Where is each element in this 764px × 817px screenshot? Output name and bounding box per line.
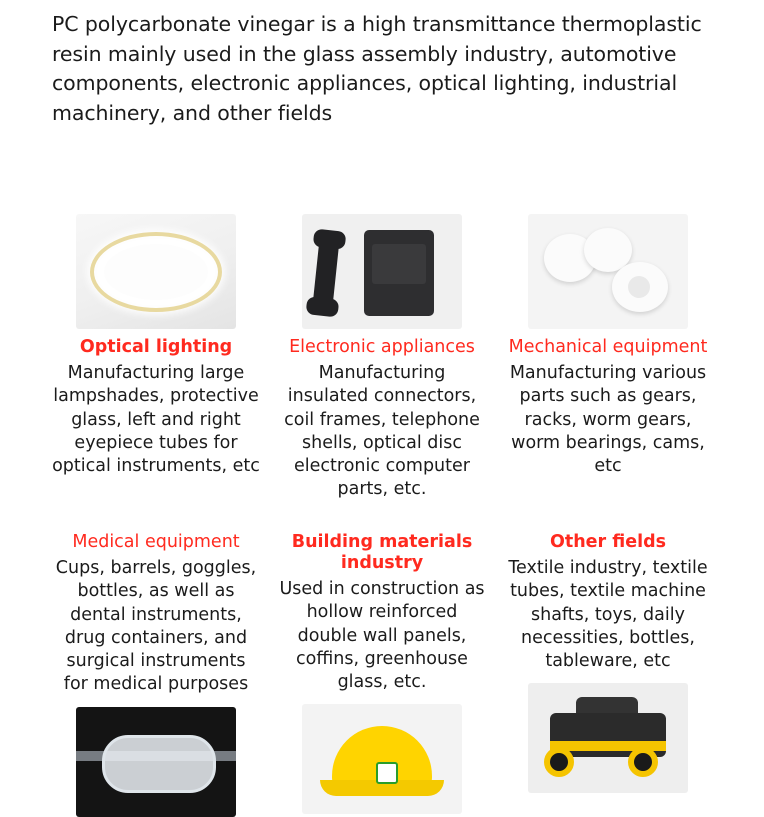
ceiling-lamp-photo [76,214,236,329]
card-body-text: Used in construction as hollow reinforced double wall panels, coffins, greenhouse glass, etc. [279,579,485,693]
yellow-helmet-photo [302,704,462,814]
phone-handset-shape [312,231,340,315]
truck-wheel-rear [628,747,658,777]
card-body-text: Textile industry, textile tubes, textile machine shafts, toys, daily necessities, bottles, tableware, etc [508,558,708,672]
application-card-other-fields [504,524,712,817]
cap-shape-3 [612,262,668,312]
intro-paragraph: PC polycarbonate vinegar is a high transmittance thermoplastic resin mainly used in the glass assembly industry, automotive components, electronic appliances, optical lighting, industrial machinery, and other fields [52,12,702,126]
card-body-text: Cups, barrels, goggles, bottles, as well as dental instruments, drug containers, and surgical instruments for medical purposes [55,558,257,695]
application-card-mechanical-equipment [504,214,712,502]
applications-row-2 [52,524,714,817]
lamp-inner-shape [104,244,208,300]
card-body-text: Manufacturing various parts such as gears, racks, worm gears, worm bearings, cams, etc [509,363,707,477]
card-caption: Mechanical equipment [508,337,708,357]
card-caption: Optical lighting [79,337,233,357]
truck-wheel-front [544,747,574,777]
plastic-gear-caps-photo [528,214,688,329]
telephone-shell-photo [302,214,462,329]
toy-truck-photo [528,683,688,793]
card-caption: Other fields [549,532,667,552]
application-card-electronic-appliances [278,214,486,502]
card-caption: Building materials industry [291,532,473,573]
application-card-optical-lighting [52,214,260,502]
application-card-medical-equipment [52,524,260,817]
card-body-text: Manufacturing large lampshades, protective glass, left and right eyepiece tubes for optical instruments, etc [52,363,260,477]
phone-keypad-shape [372,244,426,284]
card-caption: Electronic appliances [289,337,475,357]
card-body-text: Manufacturing insulated connectors, coil frames, telephone shells, optical disc electronic computer parts, etc. [284,363,480,500]
card-caption: Medical equipment [72,532,240,552]
helmet-badge-shape [376,762,398,784]
applications-row-1 [52,214,714,502]
application-card-building-materials [278,524,486,817]
safety-goggles-photo [76,707,236,817]
goggles-lens-shape [102,735,216,793]
